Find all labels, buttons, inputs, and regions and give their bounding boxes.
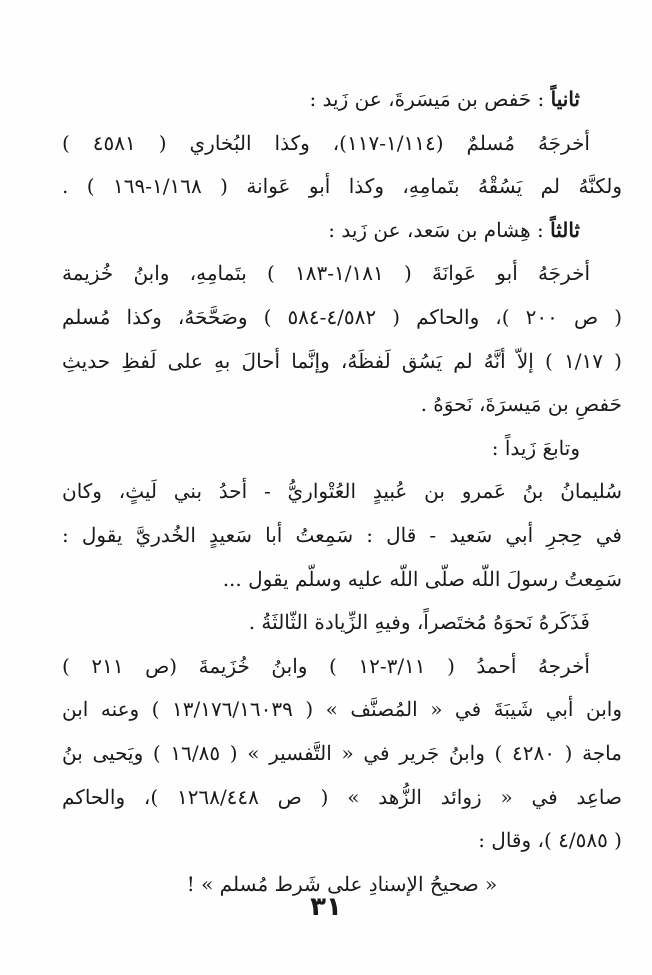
text-line: أخرجَهُ مُسلمٌ (١/١١٤-١١٧)، وكذا البُخاري ( ٤٥٨١ ) bbox=[62, 130, 590, 155]
section-heading: ثالثاً bbox=[550, 217, 580, 242]
body-text bbox=[62, 78, 622, 906]
text-line: أخرجَهُ أبو عَوانَةَ ( ١/١٨١-١٨٣ ) بتَمامِهِ، وابنُ خُزيمة bbox=[62, 261, 591, 286]
section-heading: ثانياً bbox=[550, 87, 580, 111]
text-line: سَمِعتُ رسولَ اللّه صلّى اللّه عليه وسلّم يقول ... bbox=[222, 566, 622, 591]
text-line: وابن أبي شَيبَةَ في « المُصنَّف » ( ١٣/١٧٦/١٦٠٣٩ ) وعنه ابن bbox=[62, 697, 622, 722]
quote-line: « صحيحُ الإسنادِ على شَرط مُسلم » ! bbox=[186, 871, 498, 896]
text-line: أخرجهُ أحمدُ ( ٣/١١-١٢ ) وابنُ خُزَيمةَ (ص ٢١١ ) bbox=[62, 653, 590, 678]
text-line: فَذَكَرهُ نَحوَهُ مُختَصراً، وفيهِ الزِّيادة الثّالثَةُ . bbox=[248, 610, 590, 635]
text-line: ( ص ٢٠٠ )، والحاكم ( ٤/٥٨٢-٥٨٤ ) وصَحَّحَهُ، وكذا مُسلم bbox=[62, 304, 622, 329]
text-line: حَفصِ بن مَيسرَةَ، نَحوَهُ . bbox=[420, 392, 622, 417]
text-line: سُليمانُ بنُ عَمرو بن عُبيدٍ العُتْواريُّ - أحدُ بني لَيثٍ، وكان bbox=[62, 479, 622, 504]
text-line: وتابعَ زَيداً : bbox=[491, 435, 580, 460]
text-line: في حِجرِ أبي سَعيد - قال : سَمِعتُ أبا سَعيدٍ الخُدريَّ يقول : bbox=[62, 522, 622, 547]
page-number: ٣١ bbox=[310, 892, 342, 922]
text-line: ولكنَّهُ لم يَسُقْهُ بتَمامِهِ، وكذا أبو عَوانة ( ١/١٦٨-١٦٩ ) . bbox=[62, 174, 622, 199]
text-line: ماجة ( ٤٢٨٠ ) وابنُ جَرير في « التَّفسير » ( ١٦/٨٥ ) ويَحيى بنُ bbox=[62, 740, 622, 765]
line-text: : حَفص بن مَيسَرةَ، عن زَيد : bbox=[309, 87, 551, 111]
text-line bbox=[62, 209, 622, 253]
text-line: ( ١/١٧ ) إلاّ أنَّهُ لم يَسُق لَفظَهُ، وإنَّما أحالَ بهِ على لَفظِ حديثِ bbox=[62, 348, 622, 373]
text-line: صاعِد في « زوائد الزُّهد » ( ص ١٢٦٨/٤٤٨ )، والحاكم bbox=[62, 784, 622, 809]
text-line: ( ٤/٥٨٥ )، وقال : bbox=[478, 828, 622, 853]
text-line bbox=[62, 78, 622, 122]
line-text: : هِشام بن سَعد، عن زَيد : bbox=[328, 217, 551, 242]
